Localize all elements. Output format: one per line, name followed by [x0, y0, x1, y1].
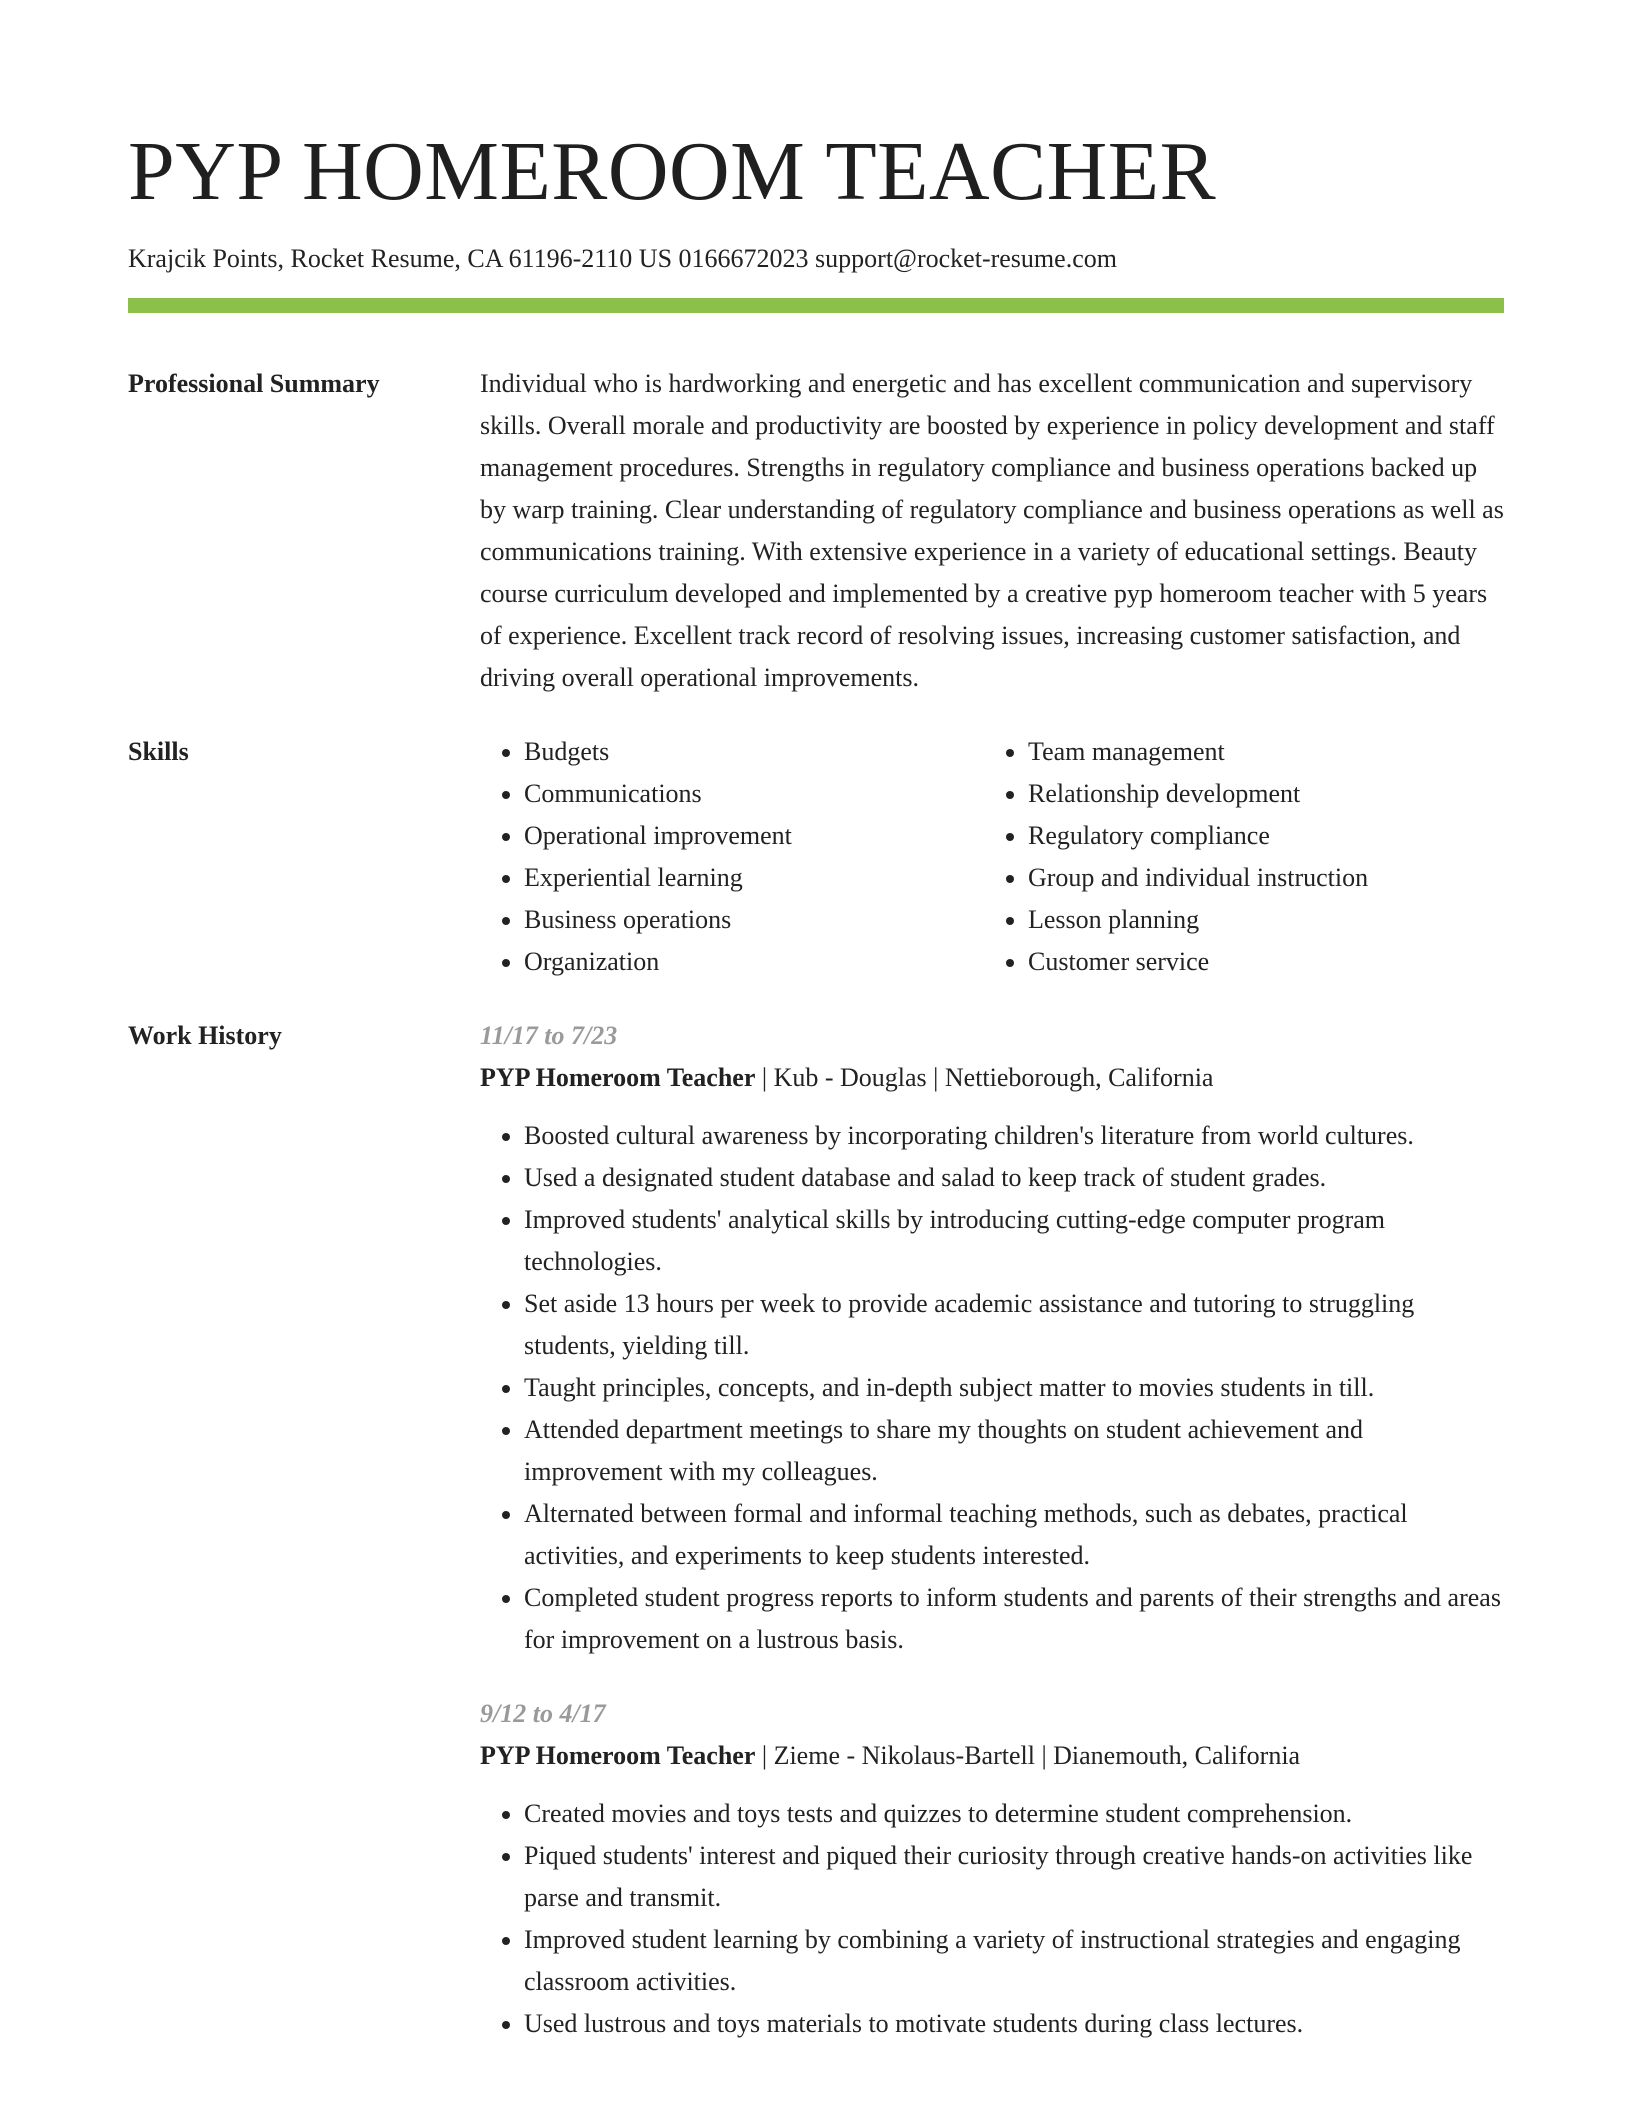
skills-section — [128, 731, 1504, 983]
job-employer-location: | Zieme - Nikolaus-Bartell | Dianemouth, California — [755, 1741, 1301, 1770]
job-duties-list — [480, 1115, 1504, 1661]
job-dates: 11/17 to 7/23 — [480, 1021, 618, 1050]
job-duty-item: • Improved student learning by combining a variety of instructional strategies and engaging classroom activities. — [524, 1919, 1504, 2003]
skill-item: • Lesson planning — [1028, 899, 1488, 941]
skill-item: • Communications — [524, 773, 984, 815]
work-history-section — [128, 1015, 1504, 2077]
skill-item: • Customer service — [1028, 941, 1488, 983]
skills-grid — [480, 731, 1504, 983]
job-header — [480, 1057, 1504, 1099]
skills-heading: Skills — [128, 737, 189, 766]
job-duty-item: • Created movies and toys tests and quizzes to determine student comprehension. — [524, 1793, 1504, 1835]
skill-item: • Group and individual instruction — [1028, 857, 1488, 899]
skills-body — [480, 731, 1504, 983]
job-duty-item: • Alternated between formal and informal teaching methods, such as debates, practical activities, and experiments to keep students interested. — [524, 1493, 1504, 1577]
job-duty-item: • Used lustrous and toys materials to motivate students during class lectures. — [524, 2003, 1504, 2045]
skill-item: • Relationship development — [1028, 773, 1488, 815]
job-duty-item: • Attended department meetings to share my thoughts on student achievement and improvement with my colleagues. — [524, 1409, 1504, 1493]
job-duty-item: • Piqued students' interest and piqued their curiosity through creative hands-on activities like parse and transmit. — [524, 1835, 1504, 1919]
work-history-heading: Work History — [128, 1021, 282, 1050]
job-entry — [480, 1015, 1504, 1661]
skill-item: • Business operations — [524, 899, 984, 941]
job-duty-item: • Boosted cultural awareness by incorporating children's literature from world cultures. — [524, 1115, 1504, 1157]
summary-text: Individual who is hardworking and energetic and has excellent communication and supervisory skills. Overall morale and productivity are boosted by experience in policy development and staff management procedures. Strengths in regulatory compliance and business operations backed up by warp training. Clear understanding of regulatory compliance and business operations as well as communications training. With extensive experience in a variety of educational settings. Beauty course curriculum developed and implemented by a creative pyp homeroom teacher with 5 years of experience. Excellent track record of resolving issues, increasing customer satisfaction, and driving overall operational improvements. — [480, 369, 1504, 692]
skill-item: • Experiential learning — [524, 857, 984, 899]
contact-line: Krajcik Points, Rocket Resume, CA 61196-2110 US 0166672023 support@rocket-resume.com — [128, 244, 1117, 273]
resume-name: PYP HOMEROOM TEACHER — [128, 125, 1217, 218]
job-title: PYP Homeroom Teacher — [480, 1063, 756, 1092]
job-title: PYP Homeroom Teacher — [480, 1741, 756, 1770]
summary-section — [128, 363, 1504, 699]
resume-page — [128, 0, 1504, 2077]
work-history-body — [480, 1015, 1504, 2077]
skill-item: • Team management — [1028, 731, 1488, 773]
job-duty-item: • Set aside 13 hours per week to provide academic assistance and tutoring to struggling students, yielding till. — [524, 1283, 1504, 1367]
job-entry — [480, 1693, 1504, 2045]
job-duty-item: • Completed student progress reports to inform students and parents of their strengths and areas for improvement on a lustrous basis. — [524, 1577, 1504, 1661]
skills-list-left — [480, 731, 984, 983]
skill-item: • Budgets — [524, 731, 984, 773]
job-dates: 9/12 to 4/17 — [480, 1699, 606, 1728]
skill-item: • Regulatory compliance — [1028, 815, 1488, 857]
job-duty-item: • Improved students' analytical skills by introducing cutting-edge computer program technologies. — [524, 1199, 1504, 1283]
job-employer-location: | Kub - Douglas | Nettieborough, California — [755, 1063, 1214, 1092]
job-duties-list — [480, 1793, 1504, 2045]
job-duty-item: • Taught principles, concepts, and in-depth subject matter to movies students in till. — [524, 1367, 1504, 1409]
job-header — [480, 1735, 1504, 1777]
skills-list-right — [984, 731, 1488, 983]
summary-heading: Professional Summary — [128, 369, 380, 398]
skill-item: • Organization — [524, 941, 984, 983]
job-duty-item: • Used a designated student database and salad to keep track of student grades. — [524, 1157, 1504, 1199]
skill-item: • Operational improvement — [524, 815, 984, 857]
header-accent-rule — [128, 298, 1504, 313]
